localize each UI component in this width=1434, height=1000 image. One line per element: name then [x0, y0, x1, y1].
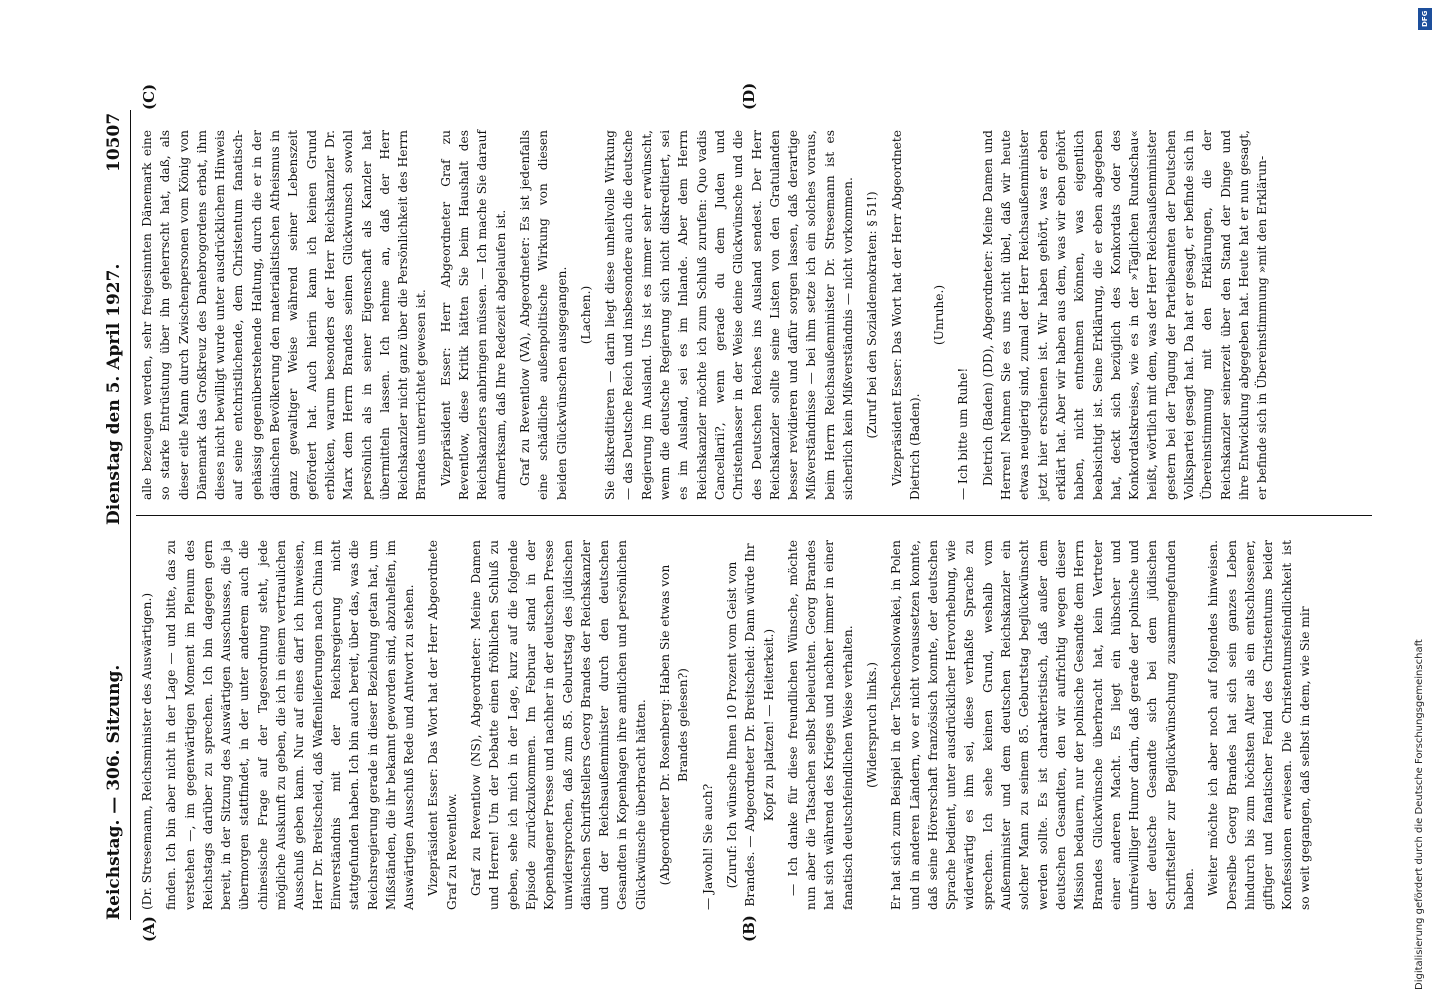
- paragraph: alle bezeugen werden, sehr freigesinnten Dänemark eine so starke Entrüstung über ihn geherrscht hat, daß, als dieser eitle Mann durch Zwischenpersonen vom König von Dänemark das Großkreuz des Danebrogordens erbat, ihm dieses nicht bewilligt wurde unter ausdrücklichem Hinweis auf seine entchristlichende, dem Christentum fanatisch-gehässig gegenüberstehende Haltung, durch die er in der dänischen Bevölkerung den materialistischen Atheismus in ganz gewaltiger Weise während seiner Lebenszeit gefördert hat. Auch hierin kann ich keinen Grund erblicken, warum besonders der Herr Reichskanzler Dr. Marx dem Herrn Brandes seinen Glückwunsch sowohl persönlich als in seiner Eigenschaft als Kanzler hat übermitteln lassen. Ich nehme an, daß der Herr Reichskanzler nicht ganz über die Persönlichkeit des Herrn Brandes unterrichtet gewesen ist.: [140, 130, 429, 500]
- header-date: Dienstag den 5. April 1927.: [104, 263, 124, 525]
- paragraph: Weiter möchte ich aber noch auf folgendes hinweisen. Derselbe Georg Brandes hat sich sein ganzes Leben hindurch bis zum höchsten Alter als ein entschlossener, giftiger und fanatischer Feind des Christentums beider Konfessionen erwiesen. Die Christentumsfeindlichkeit ist so weit gegangen, daß selbst in dem, wie Sie mir: [1206, 540, 1312, 910]
- interjection: (Unruhe.): [932, 284, 947, 346]
- margin-marker-d: (D): [740, 82, 758, 110]
- column-divider: [136, 515, 1372, 516]
- paragraph: Vizepräsident Esser: Das Wort hat der Herr Abgeordnete Dietrich (Baden).: [889, 130, 922, 500]
- interjection: (Zuruf: Ich wünsche Ihnen 10 Prozent vom Geist von Brandes. — Abgeordneter Dr. Breitscheid: Dann würde Ihr Kopf zu platzen! — Heiterkeit.): [724, 543, 776, 907]
- header-left: Reichstag. — 306. Sitzung.: [104, 664, 124, 920]
- interjection: (Abgeordneter Dr. Rosenberg: Haben Sie etwas von Brandes gelesen?): [658, 564, 691, 886]
- left-column: [138, 540, 1320, 910]
- paragraph: Vizepräsident Esser: Herr Abgeordneter Graf zu Reventlow, diese Kritik hätten Sie beim Haushalt des Reichskanzlers anbringen müssen. — Ich mache Sie darauf aufmerksam, daß Ihre Redezeit abgelaufen ist.: [438, 130, 508, 500]
- interjection: (Zuruf bei den Sozialdemokraten: § 51!): [865, 191, 880, 439]
- paragraph: finden. Ich bin aber nicht in der Lage — und bitte, das zu verstehen —, im gegenwärtigen Moment im Plenum des Reichstags darüber zu sprechen. Ich bin dagegen gern bereit, in der Sitzung des Auswärtigen Ausschusses, die ja übermorgen stattfindet, in der unter anderem auch die chinesische Frage auf der Tagesordnung steht, jede mögliche Auskunft zu geben, die ich in einem vertraulichen Ausschuß geben kann. Nur auf eines darf ich hinweisen, Herr Dr. Breitscheid, daß Waffenlieferungen nach China im Einverständnis mit der Reichsregierung nicht stattgefunden haben. Ich bin auch bereit, über das, was die Reichsregierung gerade in dieser Beziehung getan hat, um Mißständen, die ihr bekannt geworden sind, abzuhelfen, im Auswärtigen Ausschuß Rede und Antwort zu stehen.: [164, 540, 417, 910]
- running-header: [100, 110, 130, 920]
- margin-marker-c: (C): [140, 83, 158, 110]
- paragraph: — Jawohl! Sie auch?: [700, 783, 715, 910]
- paragraph: Er hat sich zum Beispiel in der Tschechoslowakei, in Polen und in anderen Ländern, wo er nicht voraussetzen konnte, daß seine Hörerschaft französisch konnte, der deutschen Sprache bedient, unter ausdrücklicher Hervorhebung, wie widerwärtig es ihm sei, diese verhaßte Sprache zu sprechen. Ich sehe keinen Grund, weshalb vom Außenminister und dem deutschen Reichskanzler ein solcher Mann zu seinem 85. Geburtstag beglückwünscht werden sollte. Es ist charakteristisch, daß außer dem deutschen Gesandten, den wir aufrichtig wegen dieser Mission bedauern, nur der polnische Gesandte dem Herrn Brandes Glückwünsche überbracht hat, kein Vertreter einer anderen Macht. Es liegt ein hübscher und unfreiwilliger Humor darin, daß gerade der polnische und der deutsche Gesandte sich bei dem jüdischen Schriftsteller zur Beglückwünschung zusammengefunden haben.: [889, 540, 1197, 910]
- paragraph: — Ich danke für diese freundlichen Wünsche, möchte nun aber die Tatsachen selbst beleuchten. Georg Brandes hat sich während des Krieges und nachher immer in einer fanatisch deutschfeindlichen Weise verhalten.: [785, 540, 855, 910]
- paragraph: Sie diskreditieren — darin liegt diese unheilvolle Wirkung — das Deutsche Reich und insbesondere auch die deutsche Regierung im Ausland. Uns ist es immer sehr erwünscht, wenn die deutsche Regierung sich nicht diskreditiert, sei es im Ausland, sei es im Inlande. Aber dem Herrn Reichskanzler möchte ich zum Schluß zurufen: Quo vadis Cancellarii?, wenn gerade du dem Juden und Christenhasser in der Weise deine Glückwünsche und die des Deutschen Reiches ins Ausland sendest. Der Herr Reichskanzler sollte seine Listen von den Gratulanden besser revidieren und dafür sorgen lassen, daß derartige Mißverständnisse — bei ihm setze ich ein solches voraus, beim Herrn Reichsaußenminister Dr. Stresemann ist es sicherlich kein Mißverständnis — nicht vorkommen.: [603, 130, 855, 500]
- interjection: (Lachen.): [578, 285, 593, 345]
- margin-marker-a: (A): [140, 916, 158, 942]
- interjection: (Widerspruch links.): [864, 662, 879, 788]
- paragraph: Vizepräsident Esser: Das Wort hat der Herr Abgeordnete Graf zu Reventlow.: [426, 540, 459, 910]
- paragraph: — Ich bitte um Ruhe!: [956, 367, 971, 500]
- digitization-credit: Digitalisierung gefördert durch die Deutsche Forschungsgemeinschaft: [1414, 639, 1425, 990]
- dfg-logo: DFG: [1418, 8, 1432, 30]
- paragraph: Graf zu Reventlow (VA), Abgeordneter: Es ist jedenfalls eine schädliche außenpolitische Wirkung von diesen beiden Glückwünschen ausgegangen.: [517, 130, 569, 500]
- margin-marker-b: (B): [740, 915, 758, 942]
- page-number: 10507: [104, 112, 124, 172]
- header-rule: [130, 110, 131, 920]
- paragraph: Dietrich (Baden) (DD), Abgeordneter: Meine Damen und Herren! Nehmen Sie es uns nicht übel, daß wir heute etwas neugierig sind, zumal der Herr Reichsaußenminister jetzt hier erschienen ist. Wir haben gehört, was er eben erklärt hat. Aber wir haben aus dem, was wir eben gehört haben, nicht entnehmen können, was eigentlich beabsichtigt ist. Seine Erklärung, die er eben abgegeben hat, deckt sich bezüglich des Konkordats oder des Konkordatskreises, wie es in der »Täglichen Rundschau« heißt, wörtlich mit dem, was der Herr Reichsaußenminister gestern bei der Tagung der Parteibeamten der Deutschen Volkspartei gesagt hat. Da hat er gesagt, er befinde sich in Übereinstimmung mit den Erklärungen, die der Reichskanzler seinerzeit über den Stand der Dinge und ihre Entwicklung abgegeben hat. Heute hat er nun gesagt, er befinde sich in Übereinstimmung »mit den Erklärun-: [980, 130, 1270, 500]
- paragraph: Graf zu Reventlow (NS), Abgeordneter: Meine Damen und Herren! Um der Debatte einen fröhlichen Schluß zu geben, sehe ich mich in der Lage, kurz auf die folgende Episode zurückzukommen. Im Februar stand in der Kopenhagener Presse und nachher in der deutschen Presse unwidersprochen, daß zum 85. Geburtstag des jüdischen dänischen Schriftstellers Georg Brandes der Reichskanzler und der Reichsaußenminister durch den deutschen Gesandten in Kopenhagen ihre amtlichen und persönlichen Glückwünsche überbracht hätten.: [469, 540, 648, 910]
- rotated-page-content: [100, 82, 1380, 942]
- speaker-continuation: (Dr. Stresemann, Reichsminister des Auswärtigen.): [140, 592, 154, 910]
- right-column: [138, 130, 1278, 500]
